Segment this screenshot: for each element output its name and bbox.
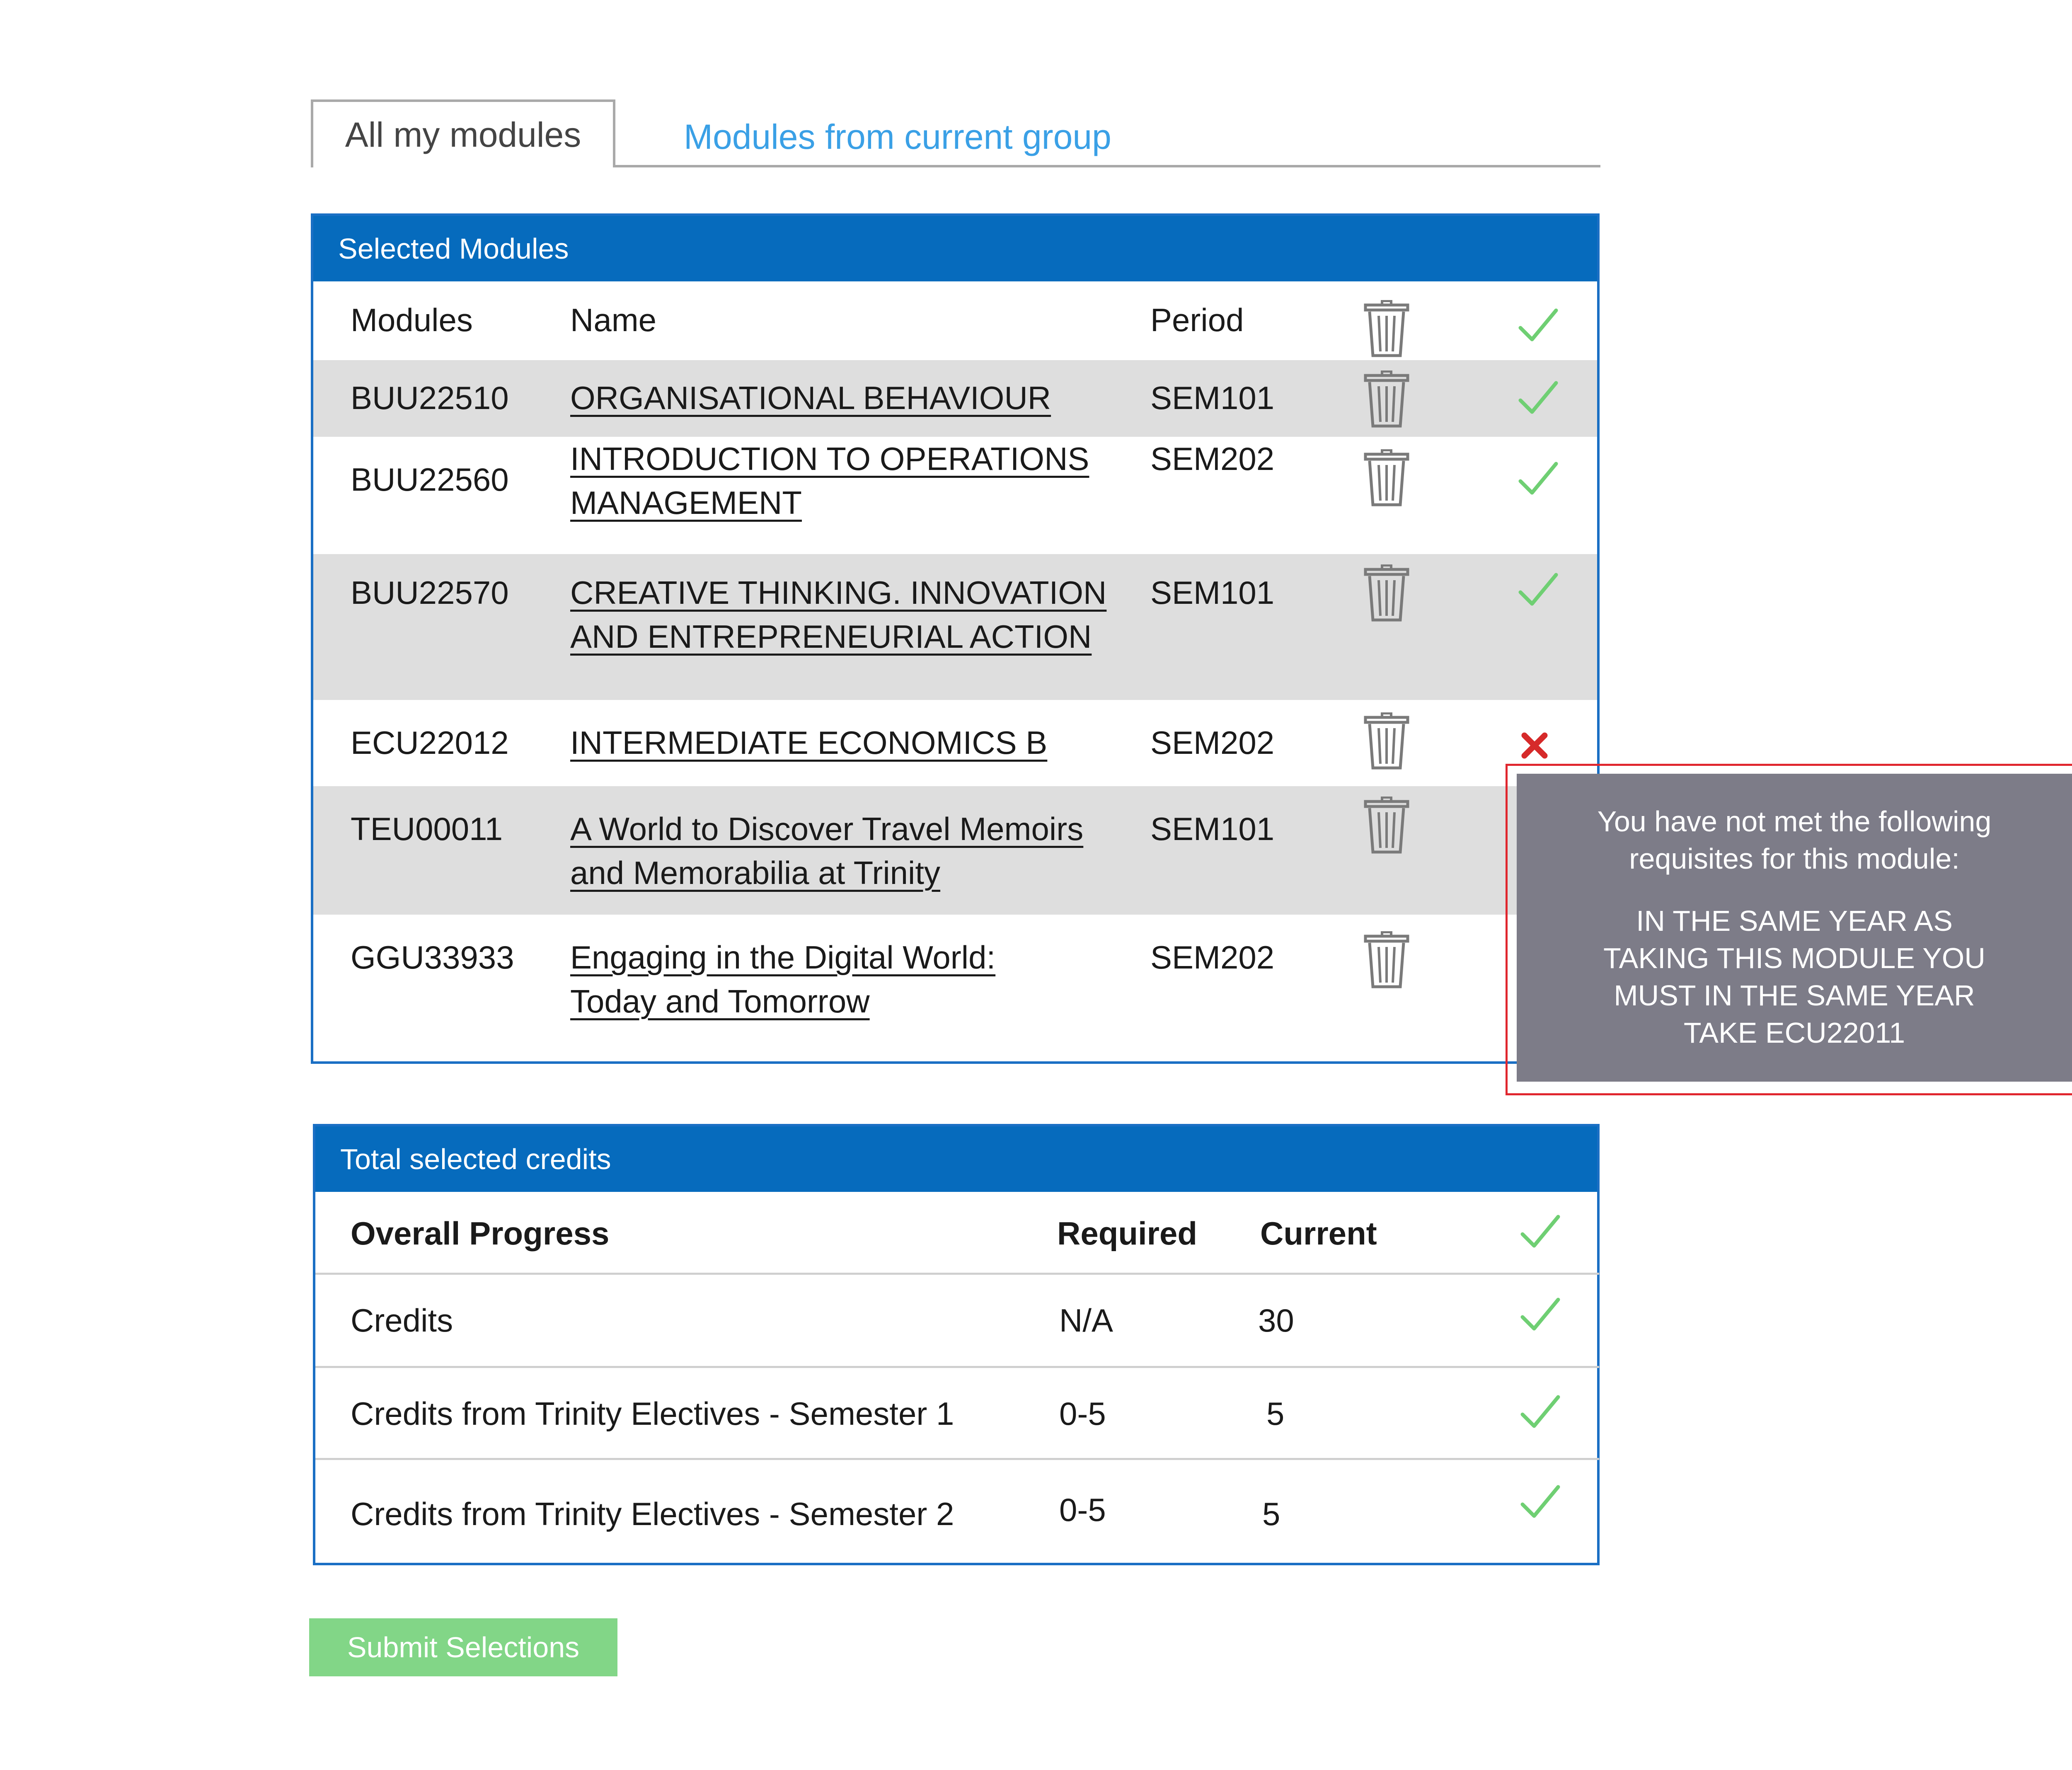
check-icon bbox=[1519, 1483, 1561, 1524]
trash-icon[interactable] bbox=[1364, 712, 1409, 770]
trash-icon[interactable] bbox=[1364, 797, 1409, 855]
check-icon bbox=[1517, 306, 1559, 348]
tab-all-modules[interactable]: All my modules bbox=[311, 99, 615, 167]
tooltip-line: requisites for this module: bbox=[1629, 843, 1960, 875]
check-icon bbox=[1519, 1393, 1561, 1434]
module-name-link[interactable]: A World to Discover Travel Memoirs bbox=[570, 811, 1084, 847]
table-row bbox=[313, 915, 1597, 1061]
tooltip-line: IN THE SAME YEAR AS bbox=[1636, 905, 1953, 937]
module-period: SEM202 bbox=[1150, 724, 1275, 761]
submit-selections-button[interactable]: Submit Selections bbox=[309, 1618, 617, 1676]
check-icon bbox=[1519, 1295, 1561, 1337]
module-code: ECU22012 bbox=[351, 724, 509, 761]
column-header-progress: Overall Progress bbox=[351, 1215, 610, 1252]
credits-required: 0-5 bbox=[1059, 1492, 1106, 1528]
selected-modules-panel bbox=[311, 213, 1600, 1064]
selected-modules-header: Selected Modules bbox=[313, 216, 1597, 281]
module-period: SEM101 bbox=[1150, 811, 1275, 847]
column-header-required: Required bbox=[1057, 1215, 1198, 1252]
credits-row bbox=[315, 1275, 1599, 1368]
module-name-link-line2[interactable]: and Memorabilia at Trinity bbox=[570, 855, 941, 891]
module-name-link[interactable]: CREATIVE THINKING. INNOVATION bbox=[570, 574, 1107, 611]
module-code: TEU00011 bbox=[351, 811, 503, 847]
column-header-period: Period bbox=[1150, 302, 1244, 338]
trash-icon[interactable] bbox=[1364, 370, 1409, 429]
module-name-link-line2[interactable]: AND ENTREPRENEURIAL ACTION bbox=[570, 618, 1092, 655]
module-name-link-line2[interactable]: Today and Tomorrow bbox=[570, 983, 870, 1019]
module-name-link[interactable]: Engaging in the Digital World: bbox=[570, 939, 996, 976]
check-icon bbox=[1517, 460, 1559, 501]
table-row bbox=[313, 700, 1597, 786]
module-code: GGU33933 bbox=[351, 939, 514, 976]
module-name-link[interactable]: INTERMEDIATE ECONOMICS B bbox=[570, 724, 1048, 761]
credits-row bbox=[315, 1460, 1599, 1563]
error-cross-icon bbox=[1520, 731, 1549, 760]
module-period: SEM202 bbox=[1150, 441, 1275, 477]
credits-current: 5 bbox=[1262, 1496, 1280, 1532]
trash-icon[interactable] bbox=[1364, 564, 1409, 622]
table-row bbox=[313, 360, 1597, 437]
credits-required: 0-5 bbox=[1059, 1395, 1106, 1432]
tooltip-line: You have not met the following bbox=[1597, 805, 1992, 838]
table-row bbox=[313, 554, 1597, 700]
table-row bbox=[313, 437, 1597, 554]
tooltip-line: TAKE ECU22011 bbox=[1683, 1017, 1905, 1049]
module-code: BUU22570 bbox=[351, 574, 509, 611]
tooltip-line: MUST IN THE SAME YEAR bbox=[1614, 979, 1975, 1012]
column-header-modules: Modules bbox=[351, 302, 473, 338]
credits-header-row bbox=[315, 1192, 1599, 1275]
module-code: BUU22510 bbox=[351, 380, 509, 416]
check-icon bbox=[1517, 571, 1559, 612]
credits-header: Total selected credits bbox=[315, 1126, 1597, 1192]
credits-label: Credits bbox=[351, 1302, 453, 1339]
module-name-link[interactable]: INTRODUCTION TO OPERATIONS bbox=[570, 441, 1089, 477]
credits-row bbox=[315, 1368, 1599, 1460]
module-name-link[interactable]: ORGANISATIONAL BEHAVIOUR bbox=[570, 380, 1051, 416]
module-name-link-line2[interactable]: MANAGEMENT bbox=[570, 484, 802, 521]
module-period: SEM202 bbox=[1150, 939, 1275, 976]
tab-current-group[interactable]: Modules from current group bbox=[684, 117, 1111, 156]
modules-header-row bbox=[313, 281, 1597, 360]
trash-icon[interactable] bbox=[1364, 449, 1409, 507]
credits-label: Credits from Trinity Electives - Semester 2 bbox=[351, 1496, 954, 1532]
module-period: SEM101 bbox=[1150, 574, 1275, 611]
trash-icon[interactable] bbox=[1364, 931, 1409, 989]
check-icon bbox=[1517, 379, 1559, 420]
credits-panel bbox=[313, 1124, 1600, 1565]
credits-current: 30 bbox=[1258, 1302, 1294, 1339]
column-header-current: Current bbox=[1260, 1215, 1377, 1252]
credits-label: Credits from Trinity Electives - Semester 1 bbox=[351, 1395, 954, 1432]
column-header-name: Name bbox=[570, 302, 657, 338]
tooltip-line: TAKING THIS MODULE YOU bbox=[1603, 942, 1985, 974]
requisite-tooltip bbox=[1517, 774, 2072, 1082]
trash-icon[interactable] bbox=[1364, 300, 1409, 358]
check-icon bbox=[1519, 1213, 1561, 1254]
credits-current: 5 bbox=[1266, 1395, 1285, 1432]
module-code: BUU22560 bbox=[351, 461, 509, 498]
module-period: SEM101 bbox=[1150, 380, 1275, 416]
table-row bbox=[313, 786, 1597, 915]
credits-required: N/A bbox=[1059, 1302, 1113, 1339]
